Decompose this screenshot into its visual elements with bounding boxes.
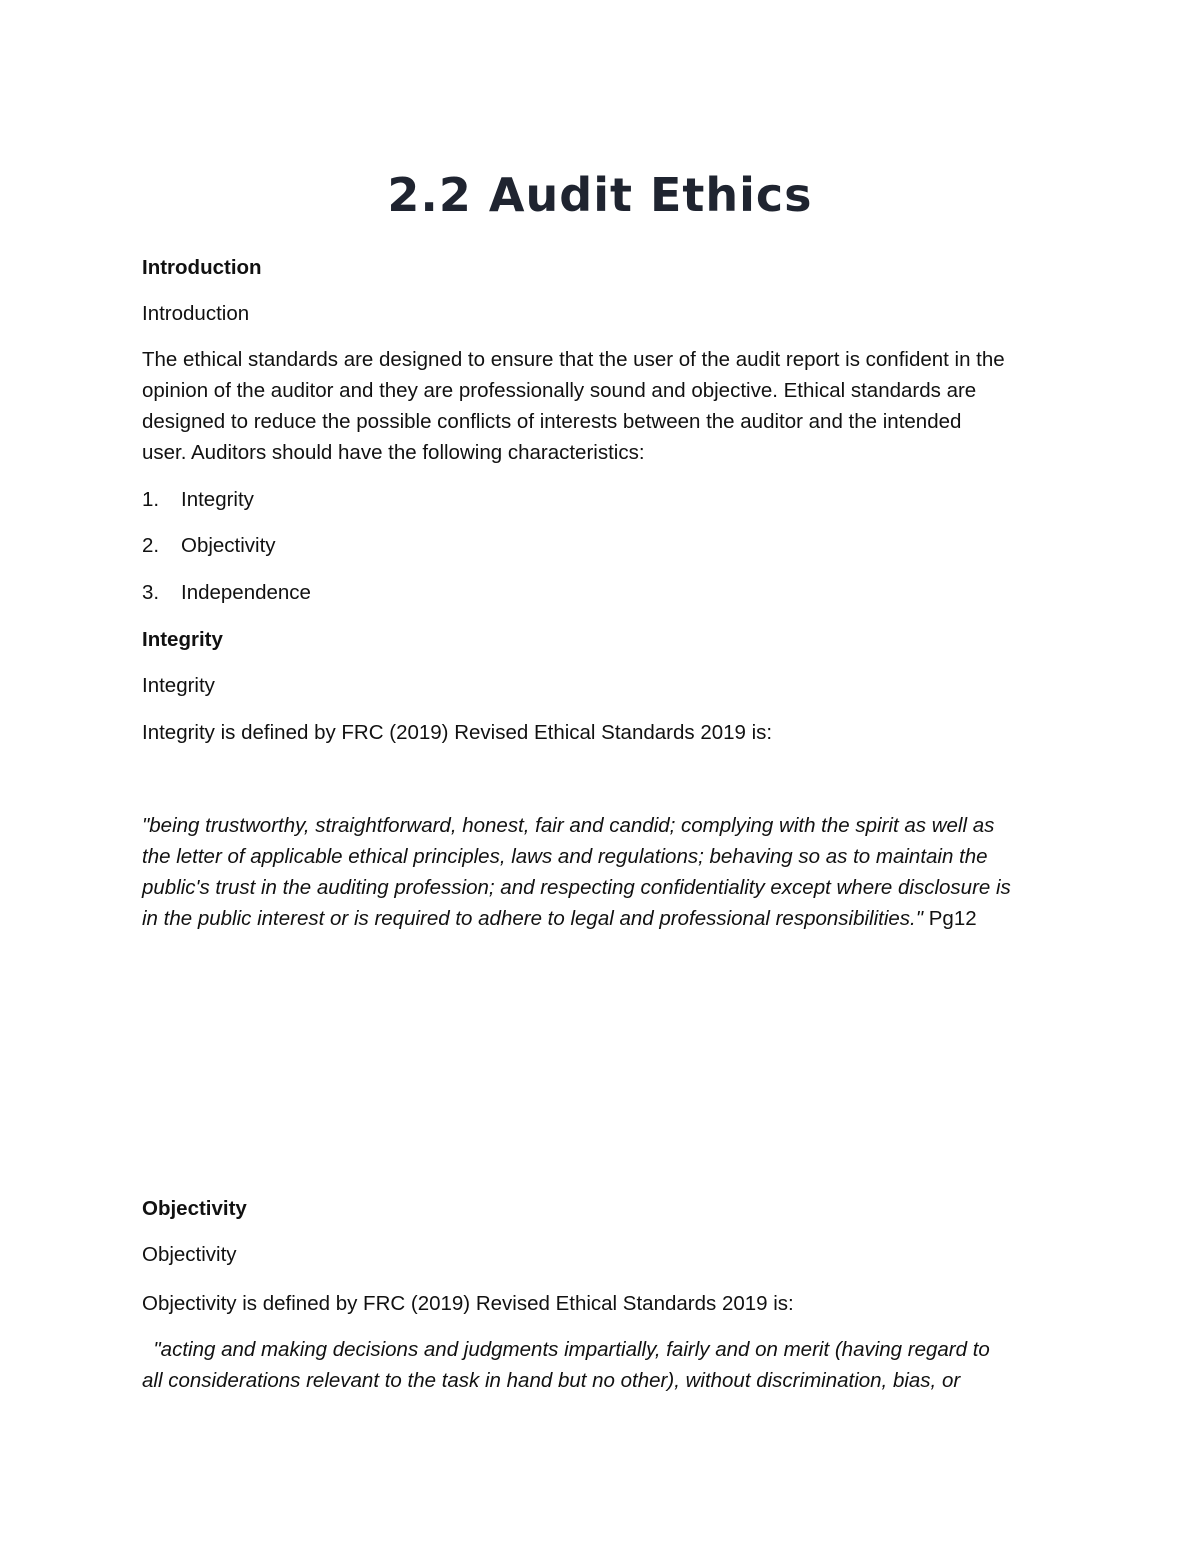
- section-heading-introduction: Introduction: [142, 256, 262, 279]
- list-item-number: 1.: [142, 488, 160, 511]
- list-item-label: Integrity: [181, 488, 254, 511]
- objectivity-definition-intro: Objectivity is defined by FRC (2019) Revised Ethical Standards 2019 is:: [142, 1292, 794, 1315]
- list-item: [142, 484, 1072, 515]
- integrity-definition-intro: Integrity is defined by FRC (2019) Revised Ethical Standards 2019 is:: [142, 721, 773, 744]
- integrity-quote-line: the letter of applicable ethical principles, laws and regulations; behaving so as to maintain the: [142, 845, 988, 868]
- objectivity-quote-line: all considerations relevant to the task in hand but no other), without discrimination, bias, or: [142, 1369, 961, 1392]
- page-reference: Pg12: [923, 907, 977, 930]
- list-item-number: 3.: [142, 581, 160, 604]
- list-item-label: Independence: [181, 581, 311, 604]
- integrity-quote-last-line: [142, 903, 1072, 934]
- list-item: [142, 530, 1072, 561]
- intro-paragraph-line: user. Auditors should have the following characteristics:: [142, 441, 645, 464]
- list-item-label: Objectivity: [181, 534, 276, 557]
- intro-paragraph-line: opinion of the auditor and they are professionally sound and objective. Ethical standards are: [142, 379, 977, 402]
- section-heading-integrity: Integrity: [142, 628, 223, 651]
- section-subheading-objectivity: Objectivity: [142, 1243, 237, 1266]
- intro-paragraph-line: The ethical standards are designed to ensure that the user of the audit report is confident in the: [142, 348, 1005, 371]
- list-item: [142, 577, 1072, 608]
- intro-paragraph-line: designed to reduce the possible conflicts of interests between the auditor and the intended: [142, 410, 962, 433]
- section-subheading-integrity: Integrity: [142, 674, 215, 697]
- integrity-quote-line: in the public interest or is required to adhere to legal and professional responsibilities.": [142, 907, 924, 930]
- section-subheading-introduction: Introduction: [142, 302, 250, 325]
- integrity-quote-line: public's trust in the auditing profession; and respecting confidentiality except where disclosure is: [142, 876, 1011, 899]
- document-title: 2.2 Audit Ethics: [387, 168, 813, 222]
- list-item-number: 2.: [142, 534, 160, 557]
- section-heading-objectivity: Objectivity: [142, 1197, 247, 1220]
- integrity-quote-line: "being trustworthy, straightforward, honest, fair and candid; complying with the spirit as well as: [142, 814, 995, 837]
- objectivity-quote-line: "acting and making decisions and judgments impartially, fairly and on merit (having regard to: [142, 1338, 990, 1361]
